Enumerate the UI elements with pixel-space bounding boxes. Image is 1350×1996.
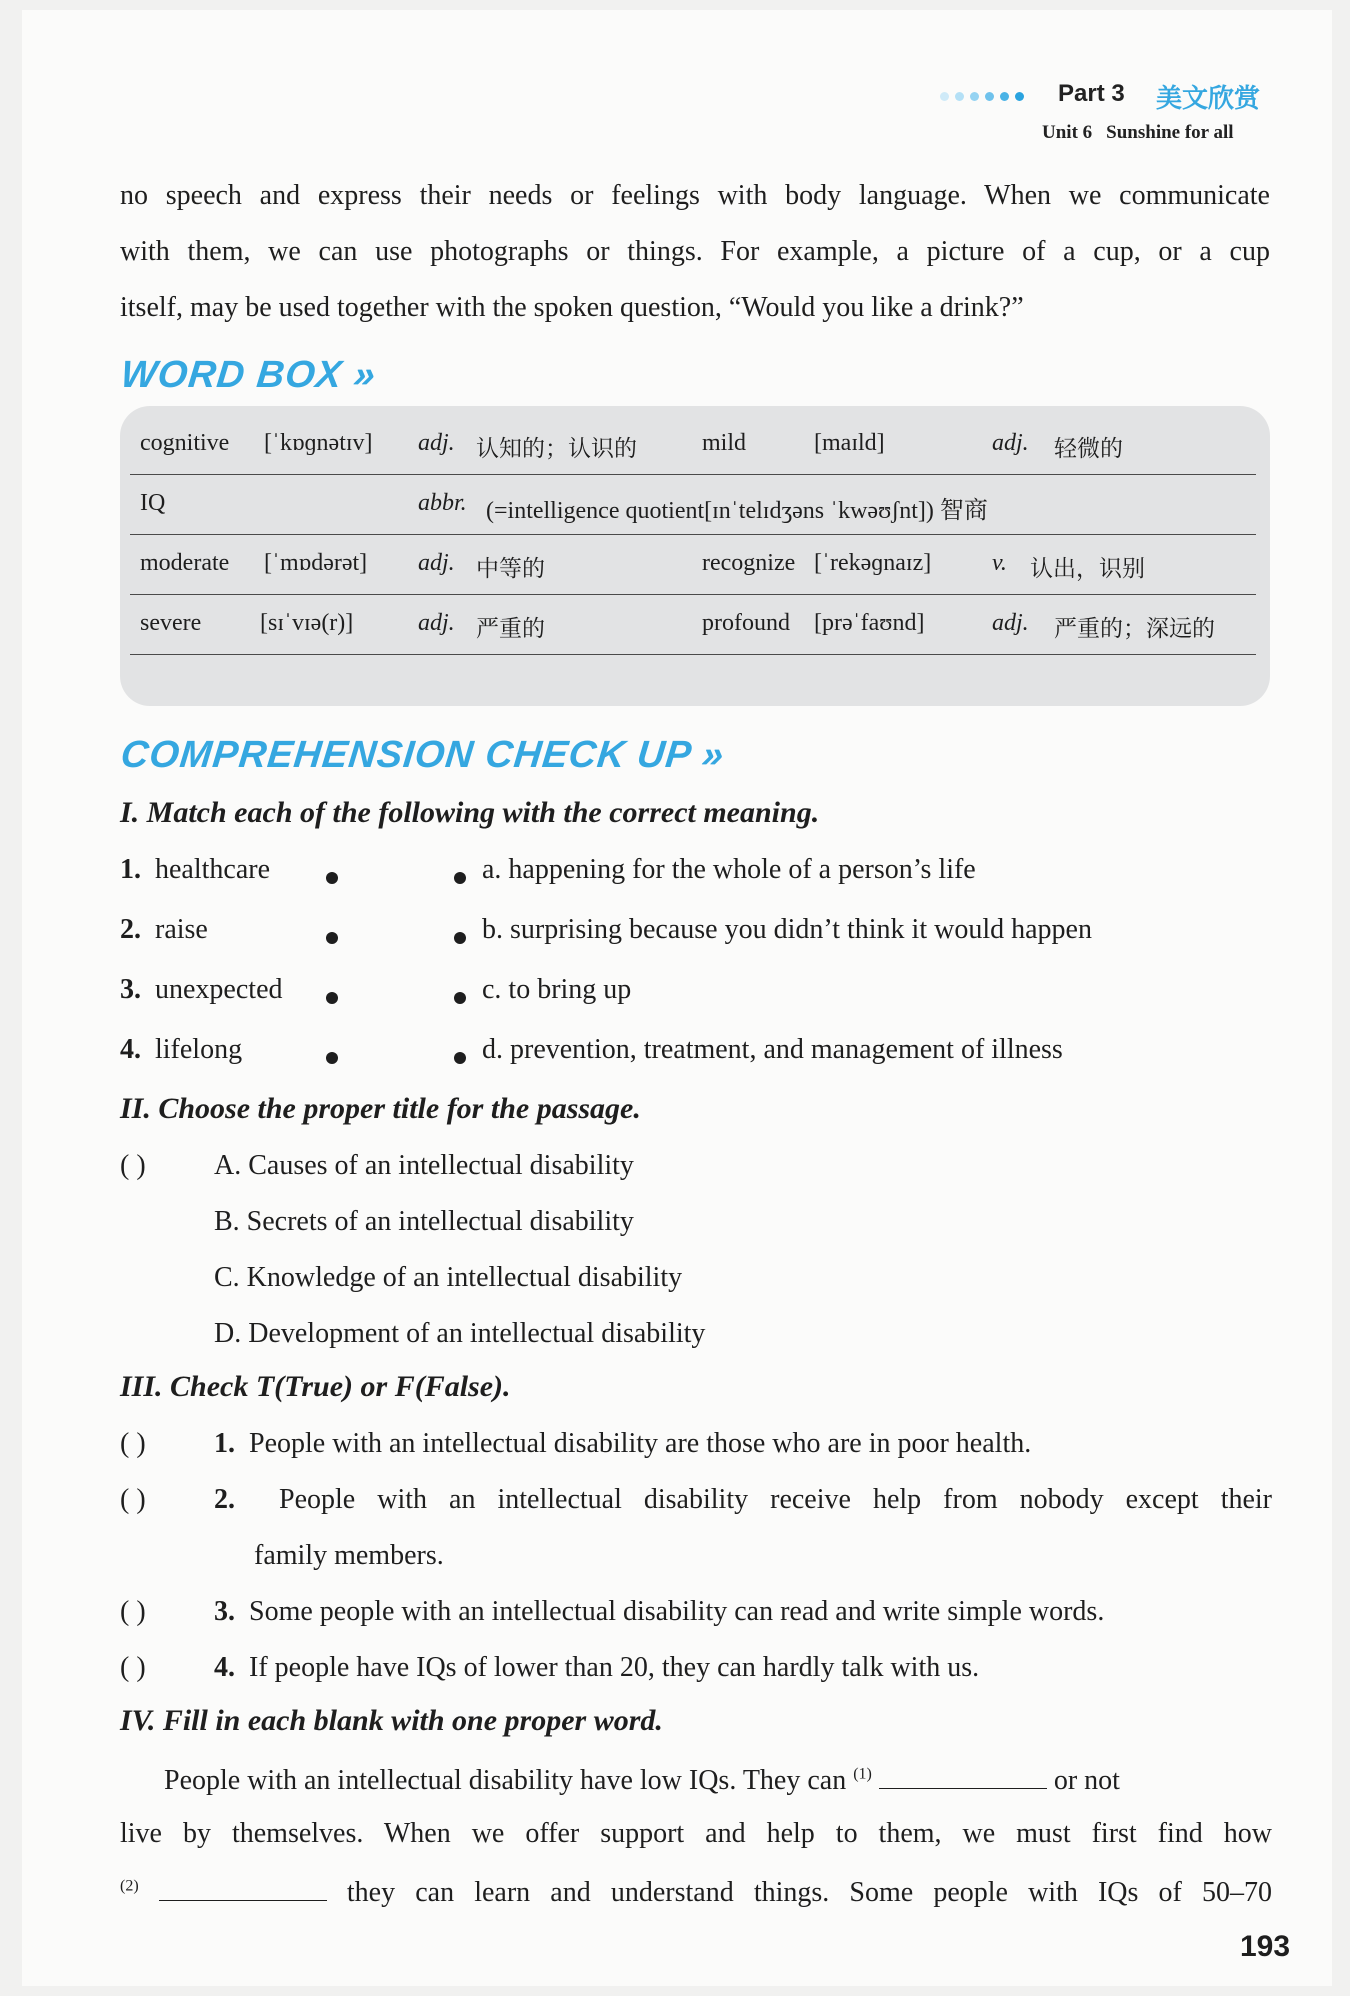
part-of-speech: adj. [418, 430, 455, 456]
passage-line: with them, we can use photographs or things. For example, a picture of a cup, or a cup [120, 236, 1270, 267]
blank-marker-2: (2) [120, 1877, 139, 1895]
word: mild [702, 430, 747, 456]
phonetic: [sɪˈvɪə(r)] [260, 610, 354, 636]
question-4-title: IV. Fill in each blank with one proper word. [120, 1704, 663, 1737]
header-part: Part 3 [1058, 80, 1125, 107]
question-2-title: II. Choose the proper title for the passage. [120, 1092, 641, 1125]
match-left-item: 3. unexpected [120, 974, 283, 1005]
meaning: 严重的；深远的 [1054, 616, 1215, 642]
blank-2[interactable] [159, 1874, 327, 1901]
match-dot-left[interactable] [326, 992, 338, 1004]
match-right-item: d. prevention, treatment, and management of illness [482, 1034, 1063, 1065]
tf-statement: 3. Some people with an intellectual disability can read and write simple words. [214, 1596, 1105, 1627]
answer-parentheses[interactable]: ( ) [120, 1150, 146, 1181]
comprehension-title: COMPREHENSION CHECK UP » [118, 734, 727, 776]
match-left-item: 2. raise [120, 914, 208, 945]
tf-statement: 2. People with an intellectual disability receive help from nobody except their [214, 1484, 1273, 1515]
answer-parentheses[interactable]: ( ) [120, 1596, 146, 1627]
tf-statement: 1. People with an intellectual disability are those who are in poor health. [214, 1428, 1032, 1459]
header-unit [1042, 122, 1248, 144]
answer-parentheses[interactable]: ( ) [120, 1484, 146, 1515]
word-box [120, 406, 1270, 706]
blank-1[interactable] [879, 1762, 1047, 1789]
word: profound [702, 610, 790, 636]
unit-number: Unit 6 [1042, 122, 1093, 143]
part-of-speech: adj. [992, 610, 1029, 636]
match-right-item: b. surprising because you didn’t think it would happen [482, 914, 1092, 945]
unit-title: Sunshine for all [1106, 122, 1234, 143]
phonetic: [prəˈfaʊnd] [814, 610, 925, 636]
word: recognize [702, 550, 796, 576]
option-d: D. Development of an intellectual disability [214, 1318, 706, 1349]
word: severe [140, 610, 202, 636]
meaning: 认出，识别 [1030, 556, 1145, 582]
blank-marker-1: (1) [853, 1765, 872, 1783]
fill-line-2: live by themselves. When we offer support and help to them, we must first find how [120, 1818, 1272, 1849]
match-right-item: a. happening for the whole of a person’s life [482, 854, 976, 885]
option-a: A. Causes of an intellectual disability [214, 1150, 634, 1181]
page-number: 193 [1240, 1930, 1291, 1963]
word: moderate [140, 550, 230, 576]
answer-parentheses[interactable]: ( ) [120, 1428, 146, 1459]
part-of-speech: v. [992, 550, 1007, 576]
phonetic: [ˈrekəɡnaɪz] [814, 550, 932, 576]
match-dot-right[interactable] [454, 872, 466, 884]
word-row [130, 414, 1256, 475]
meaning: 轻微的 [1054, 436, 1123, 462]
passage-line: no speech and express their needs or feelings with body language. When we communicate [120, 180, 1270, 211]
tf-statement: 4. If people have IQs of lower than 20, they can hardly talk with us. [214, 1652, 980, 1683]
match-left-item: 1. healthcare [120, 854, 271, 885]
part-of-speech: adj. [418, 550, 455, 576]
word: cognitive [140, 430, 230, 456]
match-right-item: c. to bring up [482, 974, 632, 1005]
textbook-page [22, 10, 1332, 1986]
match-dot-right[interactable] [454, 992, 466, 1004]
match-dot-right[interactable] [454, 1052, 466, 1064]
option-b: B. Secrets of an intellectual disability [214, 1206, 634, 1237]
match-dot-left[interactable] [326, 1052, 338, 1064]
meaning: 认知的；认识的 [476, 436, 637, 462]
tf-statement-continued: family members. [254, 1540, 444, 1571]
passage-line: itself, may be used together with the spoken question, “Would you like a drink?” [120, 292, 1024, 323]
match-left-item: 4. lifelong [120, 1034, 243, 1065]
fill-line-3: $^{(2)}$ they can learn and understand things. Some people with IQs of 50–70 [120, 1874, 1272, 1909]
word-row [130, 594, 1256, 655]
part-of-speech: abbr. [418, 490, 467, 516]
word-row [130, 534, 1256, 595]
word: IQ [140, 490, 166, 516]
part-of-speech: adj. [992, 430, 1029, 456]
meaning: 中等的 [476, 556, 545, 582]
word-row [130, 474, 1256, 535]
meaning: 严重的 [476, 616, 545, 642]
question-1-title: I. Match each of the following with the correct meaning. [120, 796, 820, 829]
match-dot-left[interactable] [326, 872, 338, 884]
header-part-chinese: 美文欣赏 [1156, 84, 1261, 114]
phonetic: [maɪld] [814, 430, 885, 456]
match-dot-left[interactable] [326, 932, 338, 944]
fill-line-1: People with an intellectual disability have low IQs. They can $^{(1)}$ or not [164, 1762, 1120, 1797]
part-of-speech: adj. [418, 610, 455, 636]
phonetic: [ˈmɒdərət] [264, 550, 368, 576]
answer-parentheses[interactable]: ( ) [120, 1652, 146, 1683]
meaning: (=intelligence quotient[ɪnˈtelɪdʒəns ˈkwəʊʃnt]) 智商 [486, 498, 988, 524]
phonetic: [ˈkɒɡnətɪv] [264, 430, 373, 456]
match-dot-right[interactable] [454, 932, 466, 944]
header-decoration-dots [940, 92, 1024, 101]
option-c: C. Knowledge of an intellectual disability [214, 1262, 683, 1293]
word-box-title: WORD BOX » [118, 354, 379, 396]
passage-text [120, 168, 1270, 336]
question-3-title: III. Check T(True) or F(False). [120, 1370, 511, 1403]
